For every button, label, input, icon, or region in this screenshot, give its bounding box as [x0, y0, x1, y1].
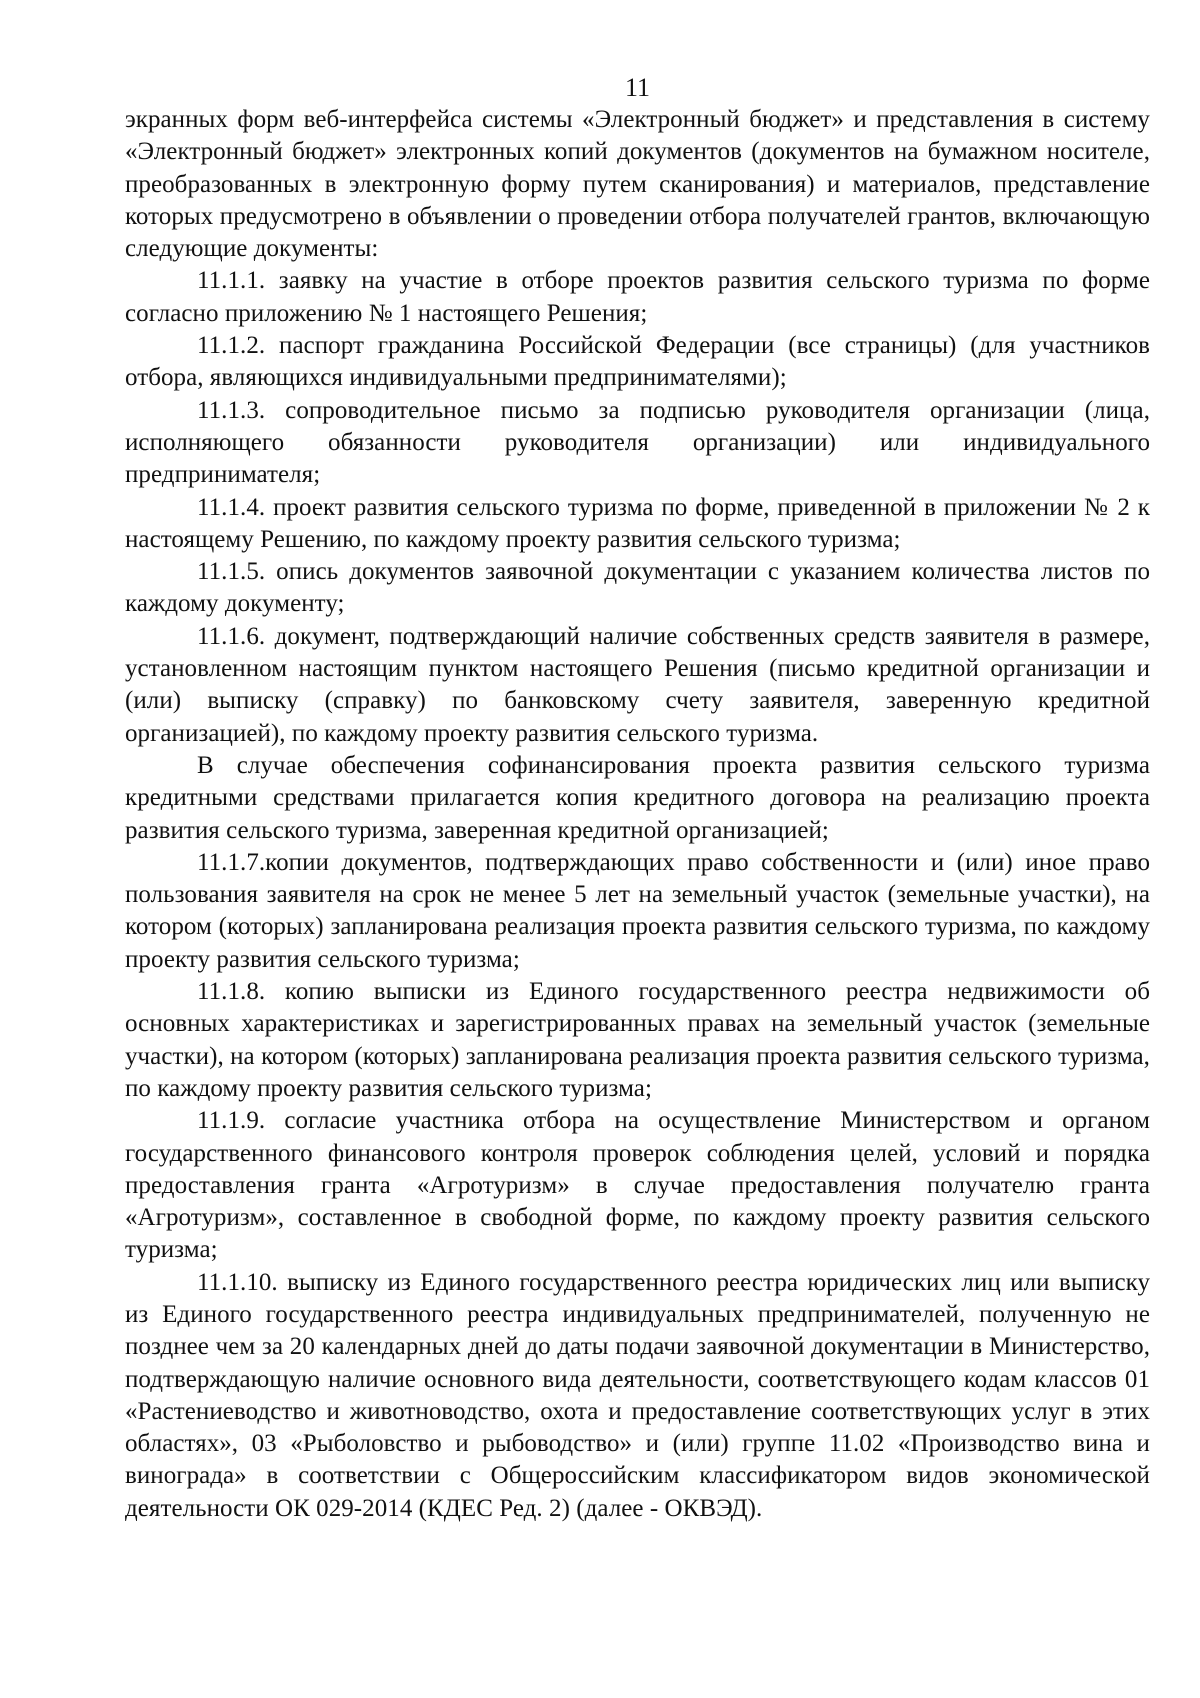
paragraph-11-1-9: 11.1.9. согласие участника отбора на осуществление Министерством и органом государственного финансового контроля проверок соблюдения целей, условий и порядка предоставления гранта «Агротуризм» в случае предоставления получателю гранта «Агротуризм», составленное в свободной форме, по каждому проекту развития сельского туризма; [125, 1107, 1150, 1264]
paragraph-11-1-6: 11.1.6. документ, подтверждающий наличие собственных средств заявителя в размере, установленном настоящим пунктом настоящего Решения (письмо кредитной организации и (или) выписку (справку) по банковскому счету заявителя, заверенную кредитной организацией), по каждому проекту развития сельского туризма. [125, 622, 1150, 747]
paragraph-11-1-5: 11.1.5. опись документов заявочной документации с указанием количества листов по каждому документу; [125, 558, 1150, 618]
page-number: 11 [624, 73, 651, 102]
paragraph-11-1-10: 11.1.10. выписку из Единого государственного реестра юридических лиц или выписку из Единого государственного реестра индивидуальных предпринимателей, полученную не позднее чем за 20 календарных дней до даты подачи заявочной документации в Министерство, подтверждающую наличие основного вида деятельности, соответствующего кодам классов 01 «Растениеводство и животноводство, охота и предоставление соответствующих услуг в этих областях», 03 «Рыболовство и рыбоводство» и (или) группе 11.02 «Производство вина и винограда» в соответствии с Общероссийским классификатором видов экономической деятельности ОК 029-2014 (КДЕС Ред. 2) (далее - ОКВЭД). [125, 1268, 1150, 1522]
paragraph-11-1-8: 11.1.8. копию выписки из Единого государственного реестра недвижимости об основных характеристиках и зарегистрированных правах на земельный участок (земельные участки), на котором (которых) запланирована реализация проекта развития сельского туризма, по каждому проекту развития сельского туризма; [125, 978, 1150, 1102]
document-body [125, 104, 1150, 1525]
paragraph-11-1-3: 11.1.3. сопроводительное письмо за подписью руководителя организации (лица, исполняющего обязанности руководителя организации) или индивидуального предпринимателя; [125, 396, 1150, 489]
paragraph-11-1-1: 11.1.1. заявку на участие в отборе проектов развития сельского туризма по форме согласно приложению № 1 настоящего Решения; [125, 267, 1150, 327]
paragraph-11-1-2: 11.1.2. паспорт гражданина Российской Федерации (все страницы) (для участников отбора, являющихся индивидуальными предпринимателями); [125, 332, 1150, 392]
paragraph-11-1-7: 11.1.7.копии документов, подтверждающих право собственности и (или) иное право пользования заявителя на срок не менее 5 лет на земельный участок (земельные участки), на котором (которых) запланирована реализация проекта развития сельского туризма, по каждому проекту развития сельского туризма; [125, 848, 1150, 973]
paragraph-continuation: экранных форм веб-интерфейса системы «Электронный бюджет» и представления в систему «Электронный бюджет» электронных копий документов (документов на бумажном носителе, преобразованных в электронную форму путем сканирования) и материалов, представление которых предусмотрено в объявлении о проведении отбора получателей грантов, включающую следующие документы: [125, 106, 1150, 263]
paragraph-11-1-4: 11.1.4. проект развития сельского туризма по форме, приведенной в приложении № 2 к настоящему Решению, по каждому проекту развития сельского туризма; [125, 493, 1150, 553]
paragraph-cofinancing: В случае обеспечения софинансирования проекта развития сельского туризма кредитными средствами прилагается копия кредитного договора на реализацию проекта развития сельского туризма, заверенная кредитной организацией; [125, 751, 1150, 844]
